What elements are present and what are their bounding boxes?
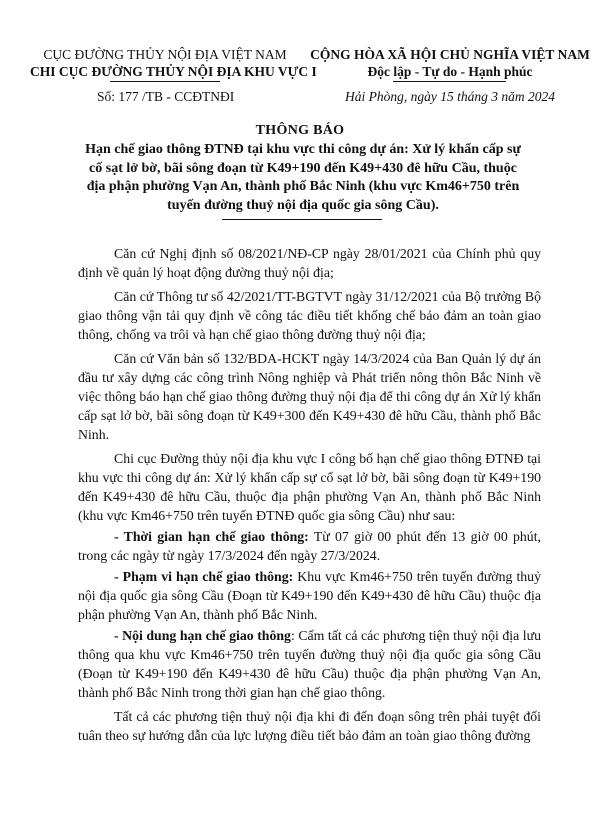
document-subject: Hạn chế giao thông ĐTNĐ tại khu vực thi công dự án: Xử lý khẩn cấp sự cố sạt lở bờ, bãi sông đoạn từ K49+190 đến K49+430 đê hữu Cầu, thuộc địa phận phường Vạn An, thành phố Bắc Ninh (khu vực Km46+750 trên tuyến đường thuỷ nội địa quốc gia sông Cầu). bbox=[85, 142, 521, 213]
parent-agency-name: CỤC ĐƯỜNG THỦY NỘI ĐỊA VIỆT NAM bbox=[43, 47, 287, 62]
document-title: THÔNG BÁO bbox=[255, 123, 345, 138]
issuing-agency-block bbox=[30, 46, 317, 80]
restriction-content-label: - Nội dung hạn chế giao thông bbox=[114, 628, 291, 643]
restriction-scope-text: Khu vực Km46+750 trên tuyến đường thuỷ nội địa quốc gia sông Cầu (Đoạn từ K49+190 đến K49+430 đê hữu Cầu) thuộc địa phận phường Vạn An, thành phố Bắc Ninh. bbox=[78, 569, 541, 622]
restriction-scope bbox=[78, 567, 541, 624]
place-and-date: Hải Phòng, ngày 15 tháng 3 năm 2024 bbox=[345, 89, 555, 104]
national-header-block bbox=[310, 46, 590, 80]
subject-underline bbox=[222, 219, 382, 220]
restriction-content bbox=[78, 626, 541, 702]
agency-name: CHI CỤC ĐƯỜNG THỦY NỘI ĐỊA KHU VỰC I bbox=[30, 64, 317, 79]
document-body bbox=[78, 244, 541, 750]
restriction-time-text: Từ 07 giờ 00 phút đến 13 giờ 00 phút, trong các ngày từ ngày 17/3/2024 đến ngày 27/3/2024. bbox=[78, 529, 541, 563]
national-motto: Độc lập - Tự do - Hạnh phúc bbox=[367, 64, 533, 79]
announcement-paragraph: Chi cục Đường thủy nội địa khu vực I công bố hạn chế giao thông ĐTNĐ tại khu vực thi công dự án: Xử lý khẩn cấp sự cố sạt lở bờ, bãi sông đoạn từ K49+190 đến K49+430 đê hữu Cầu, thuộc địa phận phường Vạn An, thành phố Bắc Ninh (khu vực Km46+750 trên tuyến ĐTNĐ quốc gia sông Cầu) như sau: bbox=[78, 451, 541, 523]
agency-underline bbox=[110, 81, 220, 82]
legal-basis-circular: Căn cứ Thông tư số 42/2021/TT-BGTVT ngày 31/12/2021 của Bộ trưởng Bộ giao thông vận tải quy định về công tác điều tiết khống chế bảo đảm an toàn giao thông, chống va trôi và hạn chế giao thông đường thuỷ nội địa; bbox=[78, 289, 541, 342]
motto-underline bbox=[393, 81, 506, 82]
restriction-time-label: - Thời gian hạn chế giao thông: bbox=[114, 529, 309, 544]
compliance-paragraph: Tất cả các phương tiện thuỷ nội địa khi đi đến đoạn sông trên phải tuyệt đối tuân theo sự hướng dẫn của lực lượng điều tiết bảo đảm an toàn giao thông đường bbox=[78, 709, 541, 743]
restriction-content-text: : Cấm tất cả các phương tiện thuỷ nội địa lưu thông qua khu vực Km46+750 trên tuyến đường thuỷ nội địa quốc gia sông Cầu (Đoạn từ K49+190 đến K49+430 đê hữu Cầu) thuộc địa phận phường Vạn An, thành phố Bắc Ninh trong thời gian hạn chế giao thông. bbox=[78, 628, 541, 700]
restriction-time bbox=[78, 527, 541, 565]
restriction-scope-label: - Phạm vi hạn chế giao thông: bbox=[114, 569, 294, 584]
legal-basis-decree: Căn cứ Nghị định số 08/2021/NĐ-CP ngày 28/01/2021 của Chính phủ quy định về quản lý hoạt động đường thuỷ nội địa; bbox=[78, 246, 541, 280]
national-title: CỘNG HÒA XÃ HỘI CHỦ NGHĨA VIỆT NAM bbox=[310, 47, 590, 62]
legal-basis-letter: Căn cứ Văn bản số 132/BDA-HCKT ngày 14/3/2024 của Ban Quản lý dự án đầu tư xây dựng các công trình Nông nghiệp và Phát triển nông thôn Bắc Ninh về việc thông báo hạn chế giao thông đường thuỷ nội địa để thi công dự án Xử lý khẩn cấp sạt lở bờ, bãi sông đoạn từ K49+300 đến K49+430 đê hữu Cầu, thành phố Bắc Ninh. bbox=[78, 351, 541, 442]
document-number: Số: 177 /TB - CCĐTNĐI bbox=[97, 89, 235, 104]
